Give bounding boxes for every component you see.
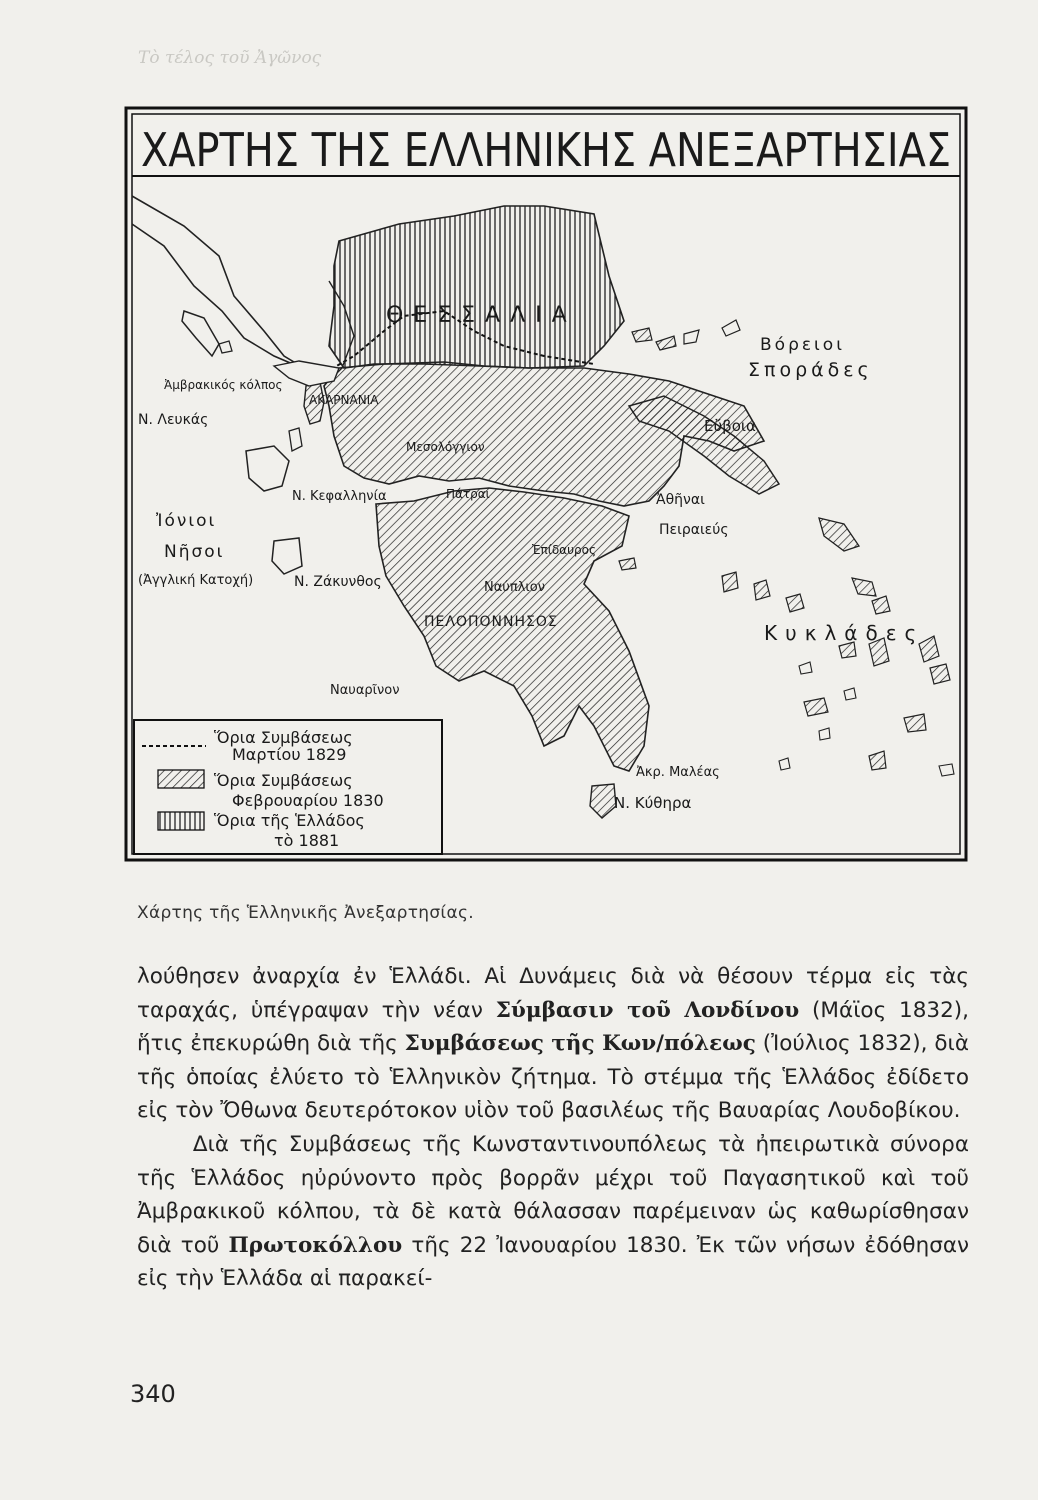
cyclades-melos xyxy=(804,698,828,716)
label-maleas: Ἀκρ. Μαλέας xyxy=(636,765,720,780)
label-kythira: Ν. Κύθηρα xyxy=(614,794,692,812)
label-peloponnisos: ΠΕΛΟΠΟΝΝΗΣΟΣ xyxy=(424,614,558,630)
thessaly-1881-region xyxy=(329,206,624,368)
cyclades-mykonos xyxy=(872,596,890,614)
corfu xyxy=(182,311,219,356)
label-patrai: Πάτραι xyxy=(446,487,490,501)
amvrakikos-gulf xyxy=(274,361,339,386)
legend-1830-line1: Ὅρια Συμβάσεως xyxy=(214,771,353,790)
paragraph xyxy=(137,1128,969,1296)
text-run: τῆς 22 Ἰανουαρίου 1830. Ἐκ τῶν νήσων ἐδόθησαν εἰς τὴν Ἑλλάδα αἱ παρακεί- xyxy=(137,1232,969,1292)
sporades-isle-2 xyxy=(656,336,676,350)
label-nafplion: Ναύπλιον xyxy=(484,580,545,595)
page-number: 340 xyxy=(130,1380,176,1408)
figure-caption: Χάρτης τῆς Ἑλληνικῆς Ἀνεξαρτησίας. xyxy=(137,903,474,923)
legend-diag-swatch xyxy=(158,770,204,788)
label-sporades: Σποράδες xyxy=(748,359,873,381)
cyclades-kythnos xyxy=(754,580,770,600)
kythira-island xyxy=(590,784,616,818)
cyclades-syros xyxy=(786,594,804,612)
zakynthos-island xyxy=(272,538,302,574)
label-peiraieus: Πειραιεύς xyxy=(659,522,729,538)
label-lefkas: Ν. Λευκάς xyxy=(138,412,209,428)
cyclades-islet-e xyxy=(939,764,954,776)
label-vories: Βόρειοι xyxy=(760,335,845,355)
legend-1881-line1: Ὅρια τῆς Ἑλλάδος xyxy=(214,811,365,830)
label-zakynthos: Ν. Ζάκυνθος xyxy=(294,574,382,590)
text-run-bold: Συμβάσεως τῆς Κων/πόλεως xyxy=(404,1031,756,1057)
text-run: λούθησεν ἀναρχία ἐν Ἑλλάδι. Αἱ Δυνάμεις διὰ νὰ θέσουν τέρμα εἰς τὰς ταραχάς, ὑπέγραψαν τὴν νέαν xyxy=(137,964,969,1023)
cyclades-islet-c xyxy=(779,758,790,770)
cyclades-islet-b xyxy=(819,728,830,740)
label-akarnania: ΑΚΑΡΝΑΝΙΑ xyxy=(309,393,379,407)
label-agglia: (Ἀγγλική Κατοχή) xyxy=(138,573,254,588)
sporades-isle-4 xyxy=(722,320,740,336)
cyclades-islet-d xyxy=(799,662,812,674)
sporades-isle-1 xyxy=(632,328,652,342)
cyclades-andros xyxy=(819,518,859,551)
label-nisoi: Νῆσοι xyxy=(164,542,225,562)
text-run: (Ἰούλιος 1832), διὰ τῆς ὁποίας ἐλύετο τὸ Ἑλληνικὸν ζήτημα. Τὸ στέμμα τῆς Ἑλλάδος ἐδίδετο εἰς τὸν Ὄθωνα δευτερότοκον υἱὸν τοῦ βασιλέως τῆς Βαυαρίας Λουδοβίκου. xyxy=(137,1031,969,1124)
label-thessalia: ΘΕΣΣΑΛΙΑ xyxy=(386,303,577,328)
legend-1830-line2: Φεβρουαρίου 1830 xyxy=(232,791,384,810)
paxoi xyxy=(219,341,232,353)
cyclades-kea xyxy=(722,572,738,592)
body-text xyxy=(137,960,969,1296)
label-amvrakikos: Ἀμβρακικός κόλπος xyxy=(164,378,283,392)
label-athinai: Ἀθῆναι xyxy=(656,492,705,508)
label-epidauros: Ἐπίδαυρος xyxy=(532,543,597,557)
aegina xyxy=(619,558,636,570)
running-header: Τὸ τέλος τοῦ Ἀγῶνος xyxy=(138,48,322,68)
sporades-isle-3 xyxy=(684,330,699,344)
legend-vert-swatch xyxy=(158,812,204,830)
cyclades-anafi xyxy=(930,664,950,684)
label-ionioi: Ἰόνιοι xyxy=(156,511,217,531)
label-euboia: Εὔβοια xyxy=(704,417,756,435)
cyclades-tinos xyxy=(852,578,876,596)
label-mesologgi: Μεσολόγγιον xyxy=(406,440,485,454)
cyclades-ios xyxy=(904,714,926,732)
text-run: Διὰ τῆς Συμβάσεως τῆς Κωνσταντινουπόλεως τὰ ἠπειρωτικὰ σύνορα τῆς Ἑλλάδος ηὐρύνοντο πρὸς βορρᾶν μέχρι τοῦ Παγασητικοῦ καὶ τοῦ Ἀμβρακικοῦ κόλπου, τὰ δὲ κατὰ θάλασσαν παρέμειναν ὡς καθωρίσθησαν διὰ τοῦ xyxy=(137,1131,969,1258)
cyclades-islet-a xyxy=(844,688,856,700)
paragraph xyxy=(137,960,969,1128)
label-navarinon: Ναυαρῖνον xyxy=(330,683,400,698)
independence-map xyxy=(124,106,968,862)
epirus-coast xyxy=(132,196,309,371)
text-run-bold: Πρωτοκόλλου xyxy=(228,1232,403,1258)
cyclades-santorini xyxy=(869,751,886,770)
ithaki-island xyxy=(289,428,302,451)
label-kefallinia: Ν. Κεφαλληνία xyxy=(292,489,387,504)
kefallinia-island xyxy=(246,446,289,491)
legend-1829-line1: Ὅρια Συμβάσεως xyxy=(214,728,353,747)
legend-1829-line2: Μαρτίου 1829 xyxy=(232,745,347,764)
text-run: (Μάϊος 1832), ἥτις ἐπεκυρώθη διὰ τῆς xyxy=(137,997,969,1057)
map-title: ΧΑΡΤΗΣ ΤΗΣ ΕΛΛΗΝΙΚΗΣ ΑΝΕΞΑΡΤΗΣΙΑΣ xyxy=(141,123,951,177)
label-kyklades: Κυκλάδες xyxy=(764,621,925,645)
legend-1881-line2: τὸ 1881 xyxy=(274,831,340,850)
text-run-bold: Σύμβασιν τοῦ Λονδίνου xyxy=(495,997,800,1023)
